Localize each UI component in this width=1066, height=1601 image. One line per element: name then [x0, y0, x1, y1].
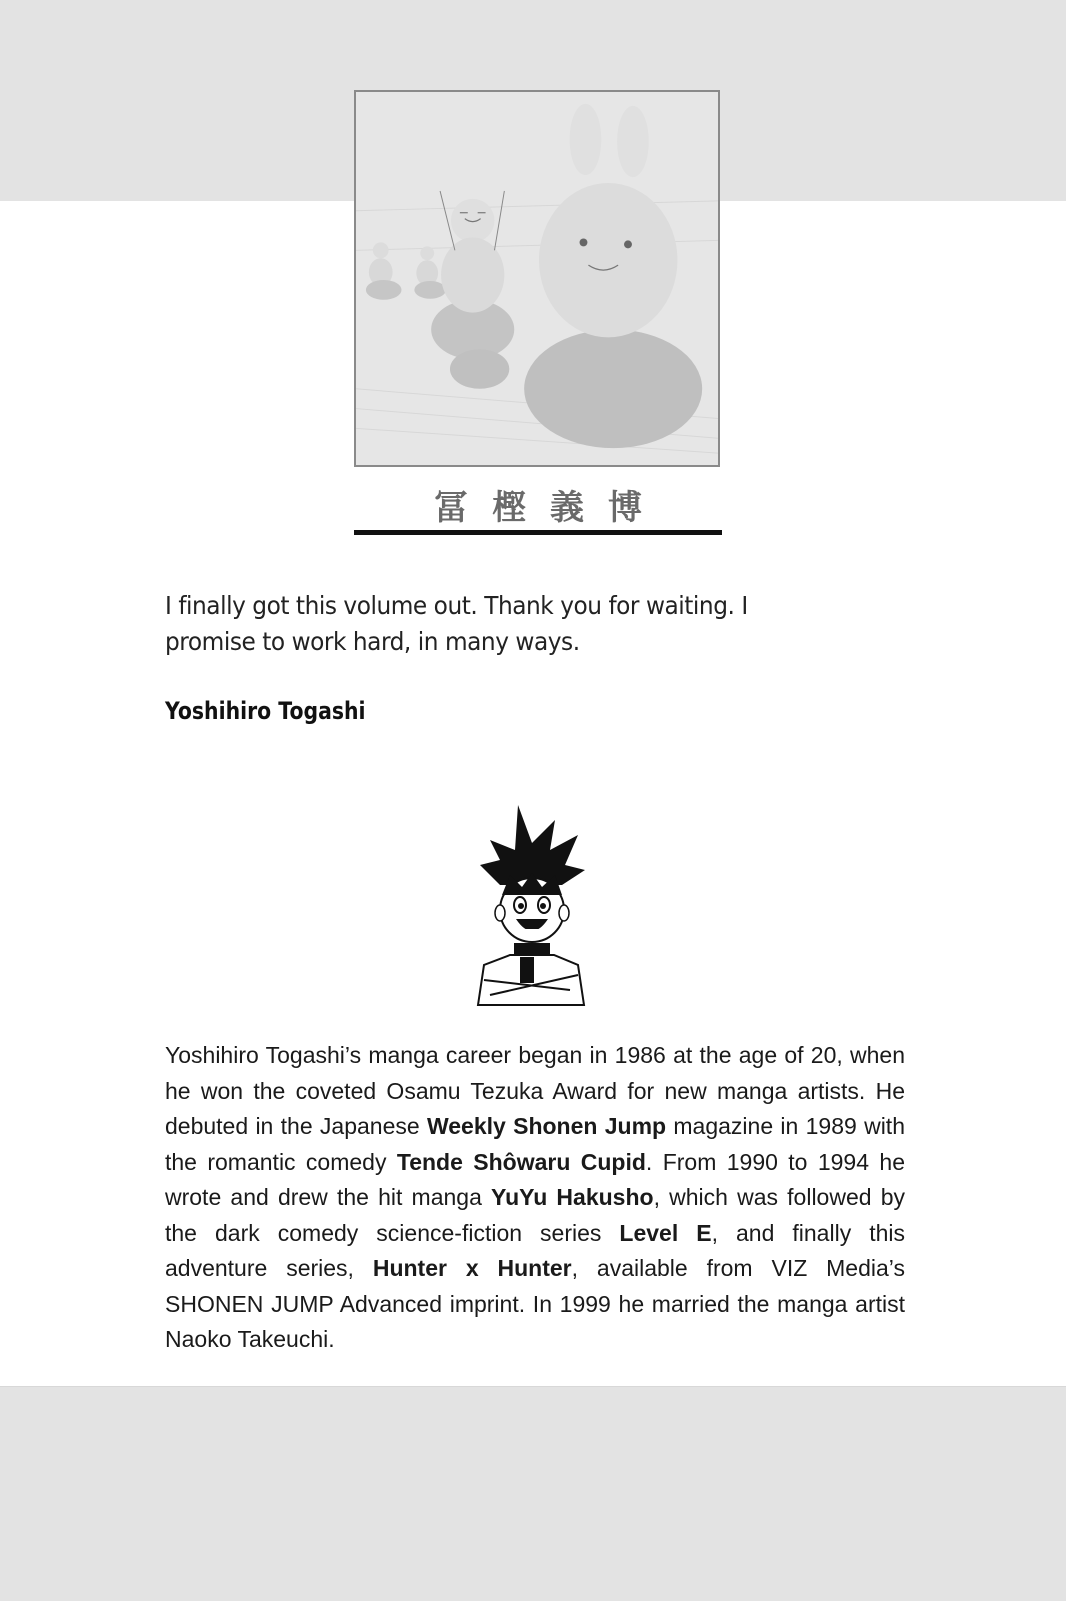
bottom-gray-band	[0, 1386, 1066, 1601]
bio-text: , available from VIZ Media’s SHONEN JUMP Advanced imprint. In 1999 he married the manga artist Naoko Takeuchi.	[165, 1255, 905, 1352]
bio-title-tende-showaru-cupid: Tende Shôwaru Cupid	[396, 1148, 646, 1175]
snowmen-photo-image	[356, 92, 718, 465]
bio-title-hunter-x-hunter: Hunter x Hunter	[372, 1255, 572, 1281]
author-biography	[165, 1038, 905, 1358]
author-signature: Yoshihiro Togashi	[165, 697, 366, 725]
divider-rule	[354, 530, 722, 535]
bio-text: , which was followed by the dark comedy science-fiction series	[165, 1184, 905, 1246]
author-photo	[354, 90, 720, 467]
author-message: I finally got this volume out. Thank you for waiting. I promise to work hard, in many ways.	[165, 591, 748, 656]
bio-title-level-e: Level E	[619, 1219, 712, 1246]
bio-title-yuyu-hakusho: YuYu Hakusho	[491, 1184, 654, 1210]
bio-text: , and finally this adventure series,	[165, 1219, 906, 1281]
bio-title-weekly-shonen-jump: Weekly Shonen Jump	[426, 1113, 667, 1139]
boy-character-icon	[470, 805, 590, 1010]
bio-text: Yoshihiro Togashi’s manga career began in 1986 at the age of 20, when he won the coveted Osamu Tezuka Award for new manga artists. He debuted in the Japanese	[165, 1042, 905, 1139]
bio-text: magazine in 1989 with the romantic comedy	[165, 1113, 905, 1175]
bio-text: . From 1990 to 1994 he wrote and drew the hit manga	[165, 1148, 905, 1210]
author-name-kanji: 冨樫義博	[434, 488, 666, 528]
character-illustration	[470, 805, 590, 1010]
